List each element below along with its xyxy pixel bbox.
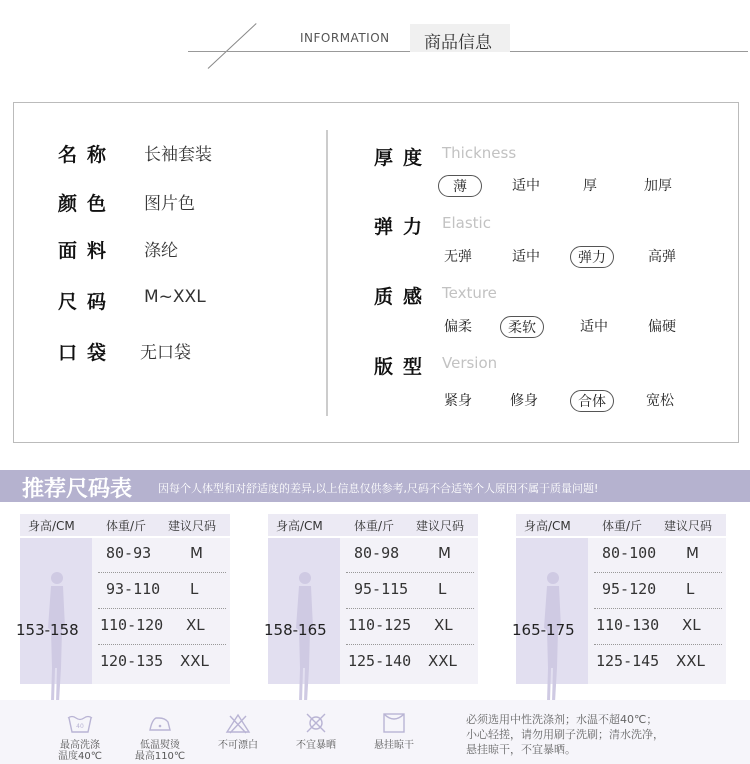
size-table-weight: 110-125	[348, 616, 412, 634]
info-value-fabric: 涤纶	[144, 241, 178, 261]
info-label-name: 名称	[58, 144, 117, 166]
attr-en-version: Version	[442, 354, 498, 372]
care-note	[466, 712, 736, 757]
size-table-size: L	[190, 580, 199, 598]
elastic-option-elastic: 弹力	[570, 246, 614, 268]
size-table	[16, 514, 230, 684]
elastic-option-high: 高弹	[648, 249, 676, 265]
size-table-size: XL	[186, 616, 205, 634]
thickness-option-medium: 适中	[512, 178, 540, 194]
attr-label-elastic: 弹力	[374, 216, 433, 238]
wash-40-icon	[67, 712, 93, 734]
attr-en-thickness: Thickness	[442, 144, 517, 162]
size-table-height-range: 153-158	[16, 621, 79, 639]
elastic-option-medium: 适中	[512, 249, 540, 265]
version-option-loose: 宽松	[646, 393, 674, 409]
size-table-height-cell	[264, 538, 340, 684]
thickness-option-extra-thick: 加厚	[644, 178, 672, 194]
size-banner-note: 因每个人体型和对舒适度的差异,以上信息仅供参考,尺码不合适等个人原因不属于质量问题!	[158, 482, 599, 495]
size-table-size: XXL	[180, 652, 209, 670]
info-label-size: 尺码	[58, 291, 117, 313]
size-table-row-divider	[346, 572, 474, 573]
info-divider	[326, 130, 328, 416]
size-table-size: M	[190, 544, 203, 562]
no-tumble-dry-icon	[303, 712, 329, 734]
size-table-height-cell	[512, 538, 588, 684]
size-table-column-header: 身高/CM	[524, 519, 571, 533]
size-table	[512, 514, 726, 684]
version-option-regular: 合体	[570, 390, 614, 412]
care-note-line: 小心轻搓，请勿用刷子洗刷；清水洗净，	[466, 728, 664, 741]
size-table-size: M	[686, 544, 699, 562]
svg-text:40: 40	[76, 723, 84, 730]
header-title-en: INFORMATION	[300, 31, 390, 45]
thickness-option-thick: 厚	[583, 178, 597, 194]
size-table-column-header: 体重/斤	[354, 519, 395, 533]
care-note-line: 必须选用中性洗涤剂；水温不超40℃；	[466, 713, 658, 726]
size-table-weight: 80-100	[602, 544, 657, 562]
size-table-column-header: 建议尺码	[664, 519, 713, 533]
size-table-weight: 95-115	[354, 580, 409, 598]
texture-option-soft: 柔软	[500, 316, 544, 338]
size-table-size: XXL	[676, 652, 705, 670]
size-table-height-range: 158-165	[264, 621, 327, 639]
size-table-height-cell	[16, 538, 92, 684]
attr-en-texture: Texture	[442, 284, 497, 302]
thickness-option-thin: 薄	[438, 175, 482, 197]
info-value-size: M~XXL	[144, 287, 206, 307]
size-table-row-divider	[98, 572, 226, 573]
texture-option-hard: 偏硬	[648, 319, 676, 335]
attr-label-texture: 质感	[374, 286, 433, 308]
size-table-column-header: 建议尺码	[416, 519, 465, 533]
size-table-column-header: 身高/CM	[28, 519, 75, 533]
size-table-weight: 110-120	[100, 616, 164, 634]
size-table-weight: 110-130	[596, 616, 660, 634]
info-value-pocket: 无口袋	[140, 343, 191, 363]
iron-low-icon	[147, 712, 173, 734]
size-table-size: L	[686, 580, 695, 598]
header-slash-decoration	[208, 23, 257, 69]
size-table-weight: 125-145	[596, 652, 660, 670]
hang-dry-icon	[381, 712, 407, 734]
no-bleach-icon	[225, 712, 251, 734]
attr-en-elastic: Elastic	[442, 214, 491, 232]
header-title-cn: 商品信息	[424, 33, 492, 53]
size-table-row-divider	[98, 608, 226, 609]
size-table-size: L	[438, 580, 447, 598]
size-table-column-header: 体重/斤	[106, 519, 147, 533]
size-table-row-divider	[594, 608, 722, 609]
size-table-column-header: 体重/斤	[602, 519, 643, 533]
size-table-row-divider	[346, 608, 474, 609]
size-table-row-divider	[594, 572, 722, 573]
size-table-height-range: 165-175	[512, 621, 575, 639]
version-option-slim: 修身	[510, 393, 538, 409]
info-label-fabric: 面料	[58, 240, 117, 262]
texture-option-medium: 适中	[580, 319, 608, 335]
care-label: 悬挂晾干	[374, 740, 414, 751]
info-value-name: 长袖套装	[144, 145, 212, 165]
care-note-line: 悬挂晾干，不宜暴晒。	[466, 743, 576, 756]
elastic-option-none: 无弹	[444, 249, 472, 265]
size-table-size: XL	[682, 616, 701, 634]
size-table-weight: 93-110	[106, 580, 161, 598]
size-table-size: M	[438, 544, 451, 562]
size-table-column-header: 身高/CM	[276, 519, 323, 533]
size-table-row-divider	[594, 644, 722, 645]
size-table-weight: 80-98	[354, 544, 400, 562]
attr-label-thickness: 厚度	[374, 147, 433, 169]
info-value-color: 图片色	[144, 194, 195, 214]
info-label-pocket: 口袋	[58, 342, 117, 364]
size-table-size: XXL	[428, 652, 457, 670]
care-label: 不宜暴晒	[296, 740, 336, 751]
size-table	[264, 514, 478, 684]
size-banner-title: 推荐尺码表	[22, 477, 133, 502]
care-label: 不可漂白	[218, 740, 258, 751]
version-option-tight: 紧身	[444, 393, 472, 409]
care-label: 低温熨烫 最高110℃	[134, 740, 186, 762]
texture-option-soft-ish: 偏柔	[444, 319, 472, 335]
size-table-row-divider	[346, 644, 474, 645]
size-table-row-divider	[98, 644, 226, 645]
info-label-color: 颜色	[58, 193, 117, 215]
attr-label-version: 版型	[374, 356, 433, 378]
care-label: 最高洗涤 温度40℃	[58, 740, 102, 762]
size-table-column-header: 建议尺码	[168, 519, 217, 533]
size-table-weight: 125-140	[348, 652, 412, 670]
size-table-size: XL	[434, 616, 453, 634]
size-table-weight: 80-93	[106, 544, 152, 562]
size-table-weight: 120-135	[100, 652, 164, 670]
size-table-weight: 95-120	[602, 580, 657, 598]
